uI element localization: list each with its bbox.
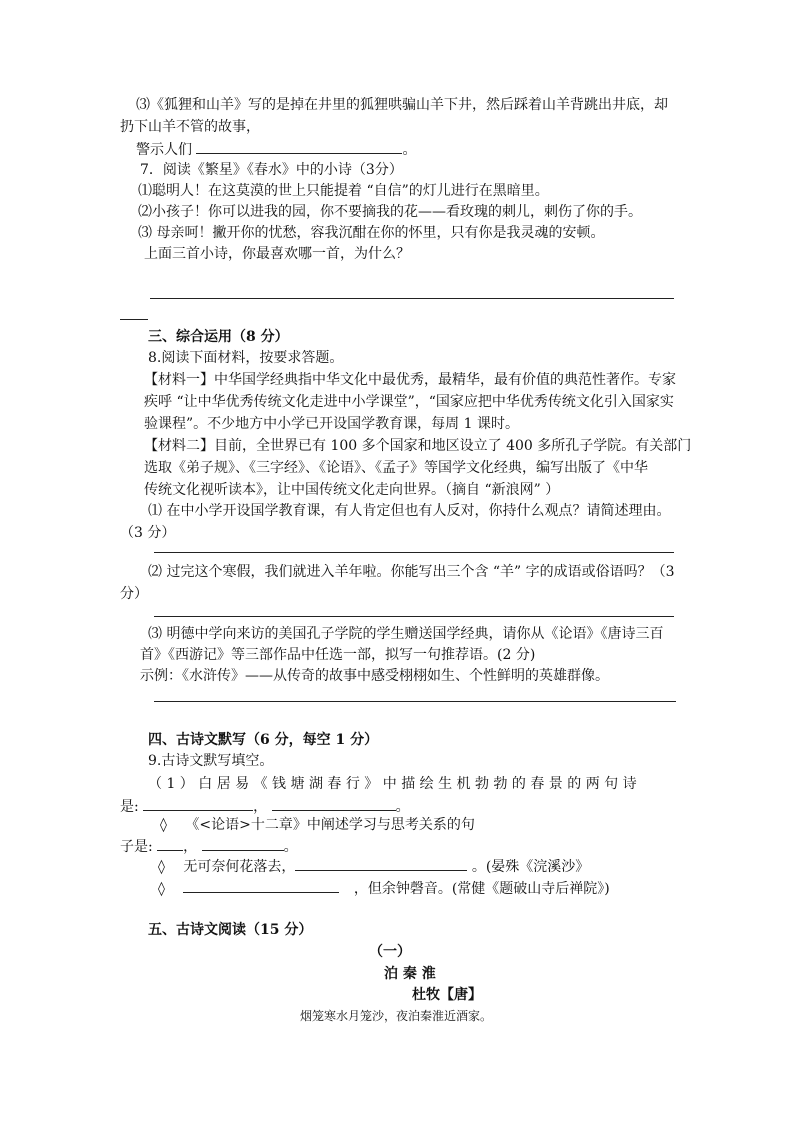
material1-line1: 【材料一】中华国学经典指中华文化中最优秀，最精华，最有价值的典范性著作。专家 (144, 372, 676, 388)
q8-sub1-line2: （3 分） (120, 525, 176, 541)
q9-item3-line (158, 856, 589, 877)
q6-item3-line1: ⑶《狐狸和山羊》写的是掉在井里的狐狸哄骗山羊下井，然后踩着山羊背跳出井底，却 (136, 97, 668, 113)
q7-poem-3: ⑶ 母亲呵！撇开你的忧愁，容我沉酣在你的怀里，只有你是我灵魂的安顿。 (138, 225, 605, 241)
q7-question: 上面三首小诗，你最喜欢哪一首，为什么？ (144, 246, 410, 262)
q9-item1-line2 (120, 796, 410, 817)
q9-item2-blank-1[interactable] (157, 836, 183, 851)
q9-item2-comma: ， (183, 839, 198, 855)
q9-item4-tail: ，但余钟磬音。(常健《题破山寺后禅院》) (353, 881, 610, 897)
q6-warn-line (136, 139, 416, 160)
q7-title: 7．阅读《繁星》《春水》中的小诗（3分） (140, 162, 403, 178)
q8-sub3-answer-line[interactable] (154, 701, 676, 702)
material1-line2: 疾呼 “让中华优秀传统文化走进中小学课堂”，“国家应把中华优秀传统文化引入国家实 (144, 394, 674, 410)
section4-heading: 四、古诗文默写（6 分，每空 1 分） (148, 732, 379, 748)
q9-item3-blank[interactable] (295, 856, 467, 871)
q9-item2-line1 (160, 815, 475, 835)
q9-item1-blank-1[interactable] (143, 796, 253, 811)
section3-heading: 三、综合运用（8 分） (148, 329, 289, 345)
material1-line3: 验课程”。不少地方中小学已开设国学教育课，每周 1 课时。 (144, 416, 519, 432)
poem-line-1: 烟笼寒水月笼沙，夜泊秦淮近酒家。 (300, 1009, 493, 1023)
q9-item3-text: 无可奈何花落去， (183, 859, 296, 875)
q6-warn-prefix: 警示人们 (136, 142, 192, 158)
q7-poem-2: ⑵小孩子！你可以进我的园，你不要摘我的花——看玫瑰的刺儿，刺伤了你的手。 (138, 204, 642, 220)
q9-item4-blank[interactable] (183, 878, 339, 893)
bullet-icon: ◊ (158, 881, 165, 897)
material2-line2: 选取《弟子规》、《三字经》、《论语》、《孟子》等国学文化经典，编写出版了《中华 (144, 460, 648, 476)
q9-item1-prefix: 是: (120, 799, 139, 815)
q9-item1-period: 。 (395, 799, 410, 815)
q8-example: 示例：《水浒传》——从传奇的故事中感受栩栩如生、个性鲜明的英雄群像。 (140, 668, 609, 684)
section5-heading: 五、古诗文阅读（15 分） (148, 922, 313, 938)
q9-title: 9.古诗文默写填空。 (148, 753, 274, 769)
q8-sub2-line1: ⑵ 过完这个寒假，我们就进入羊年啦。你能写出三个含 “羊” 字的成语或俗语吗？（3 (148, 564, 675, 580)
bullet-icon: ◊ (158, 859, 165, 875)
q9-item2-text: 《<论语>十二章》中阐述学习与思考关系的句 (185, 817, 475, 833)
q7-poem-1: ⑴聪明人！在这莫漠的世上只能提着 “自信”的灯儿进行在黑暗里。 (138, 183, 549, 199)
material2-line3: 传统文化视听读本》，让中国传统文化走向世界。（摘自 “新浪网” ） (144, 482, 560, 498)
part-one-label: （一） (369, 944, 411, 960)
q9-item1-blank-2[interactable] (272, 796, 396, 811)
q8-sub3-line1: ⑶ 明德中学向来访的美国孔子学院的学生赠送国学经典，请你从《论语》《唐诗三百 (148, 626, 664, 642)
q7-answer-line[interactable] (150, 298, 674, 299)
q9-item2-period: 。 (283, 839, 298, 855)
q9-item2-prefix: 子是: (120, 839, 153, 855)
q9-item1-line1: （ 1 ） 白 居 易 《 钱 塘 湖 春 行 》 中 描 绘 生 机 勃 勃 的 春 景 的 两 句 诗 (148, 776, 637, 792)
q8-sub3-line2: 首》《西游记》等三部作品中任选一部，拟写一句推荐语。(2 分) (140, 647, 536, 663)
q7-answer-line-tail[interactable] (120, 319, 148, 320)
q9-item2-blank-2[interactable] (202, 836, 284, 851)
q8-sub1-line1: ⑴ 在中小学开设国学教育课，有人肯定但也有人反对，你持什么观点？请简述理由。 (148, 503, 671, 519)
q8-title: 8.阅读下面材料，按要求答题。 (148, 350, 344, 366)
q9-item4-line (158, 878, 610, 899)
q6-warn-suffix: 。 (402, 142, 417, 158)
q9-item2-line2 (120, 836, 298, 857)
poem-author: 杜牧【唐】 (412, 987, 482, 1003)
q8-sub2-answer-line[interactable] (154, 616, 674, 617)
material2-line1: 【材料二】目前，全世界已有 100 多个国家和地区设立了 400 多所孔子学院。有关部门 (144, 438, 692, 454)
q6-answer-blank[interactable] (196, 139, 402, 154)
bullet-icon: ◊ (160, 817, 167, 833)
q8-sub1-answer-line[interactable] (154, 552, 674, 553)
q6-item3-line2: 扔下山羊不管的故事， (120, 119, 260, 135)
q8-sub2-line2: 分） (120, 586, 148, 602)
q9-item1-comma: ， (253, 799, 268, 815)
poem-title: 泊 秦 淮 (384, 966, 436, 982)
q9-item3-source: 。(晏殊《浣溪沙》 (471, 859, 590, 875)
